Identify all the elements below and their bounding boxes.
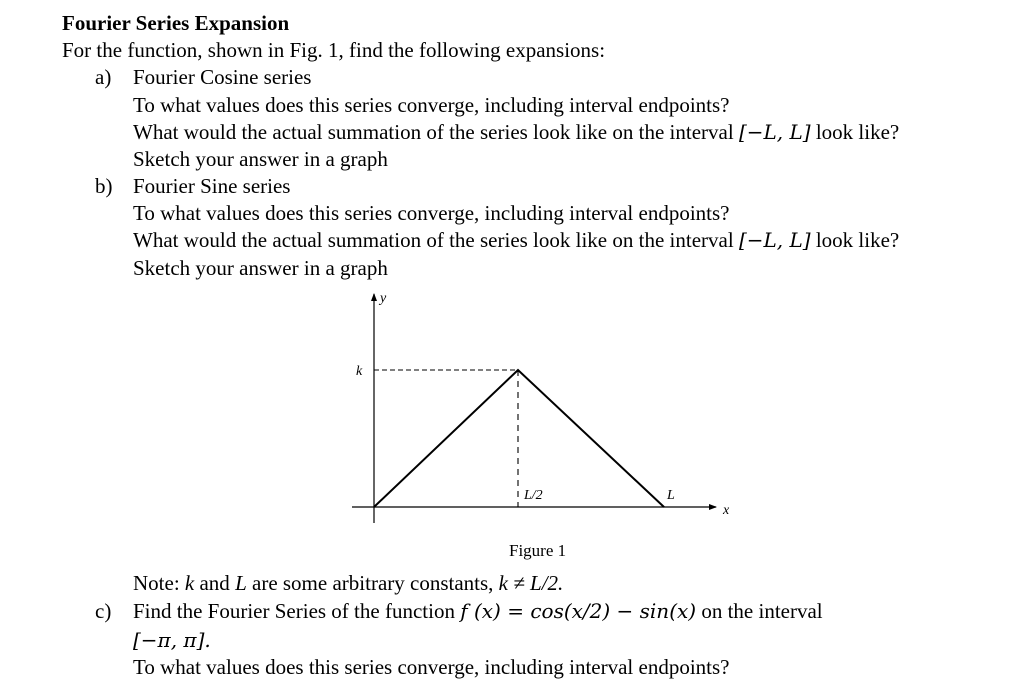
- page-title: Fourier Series Expansion: [62, 11, 290, 35]
- part-b-label: b): [95, 174, 113, 198]
- x-axis-label: x: [723, 503, 730, 518]
- note-post: are some arbitrary constants,: [246, 571, 499, 595]
- part-c-question-2: To what values does this series converge, including interval endpoints?: [133, 655, 730, 679]
- note-k: k: [184, 571, 195, 595]
- k-tick-label: k: [356, 364, 363, 379]
- note-text: [133, 573, 563, 594]
- part-a-label: a): [95, 65, 112, 89]
- note-mid: and: [194, 571, 236, 595]
- part-a-question-1: To what values does this series converge, including interval endpoints?: [133, 93, 730, 117]
- part-b-question-2-post: look like?: [810, 228, 900, 252]
- figure-caption: Figure 1: [509, 541, 567, 560]
- part-c-question: [133, 601, 823, 622]
- part-c-pre: Find the Fourier Series of the function: [133, 599, 461, 623]
- part-c-label: c): [95, 599, 112, 623]
- part-a-interval: [−L, L]: [738, 120, 811, 144]
- part-b-question-2-pre: What would the actual summation of the series look like on the interval: [133, 228, 739, 252]
- triangle-function-graph: [374, 370, 664, 507]
- part-b-title: Fourier Sine series: [133, 174, 291, 198]
- part-c-interval: [−π, π].: [133, 628, 211, 652]
- note-pre: Note:: [133, 571, 185, 595]
- intro-text: For the function, shown in Fig. 1, find the following expansions:: [62, 38, 606, 62]
- part-a-title: Fourier Cosine series: [133, 65, 312, 89]
- part-b-question-3: Sketch your answer in a graph: [133, 256, 388, 280]
- part-c-function: f (x) = cos(x/2) − sin(x): [460, 599, 697, 623]
- part-c-post: on the interval: [696, 599, 823, 623]
- half-l-tick-label: L/2: [524, 488, 543, 503]
- part-b-question-1: To what values does this series converge, including interval endpoints?: [133, 201, 730, 225]
- l-tick-label: L: [667, 488, 675, 503]
- part-a-question-3: Sketch your answer in a graph: [133, 147, 388, 171]
- part-b-interval: [−L, L]: [738, 228, 811, 252]
- part-a-question-2-pre: What would the actual summation of the series look like on the interval: [133, 120, 739, 144]
- y-axis-label: y: [380, 291, 387, 306]
- note-condition: k ≠ L/2.: [498, 571, 564, 595]
- note-l: L: [235, 571, 247, 595]
- part-a-question-2-post: look like?: [810, 120, 900, 144]
